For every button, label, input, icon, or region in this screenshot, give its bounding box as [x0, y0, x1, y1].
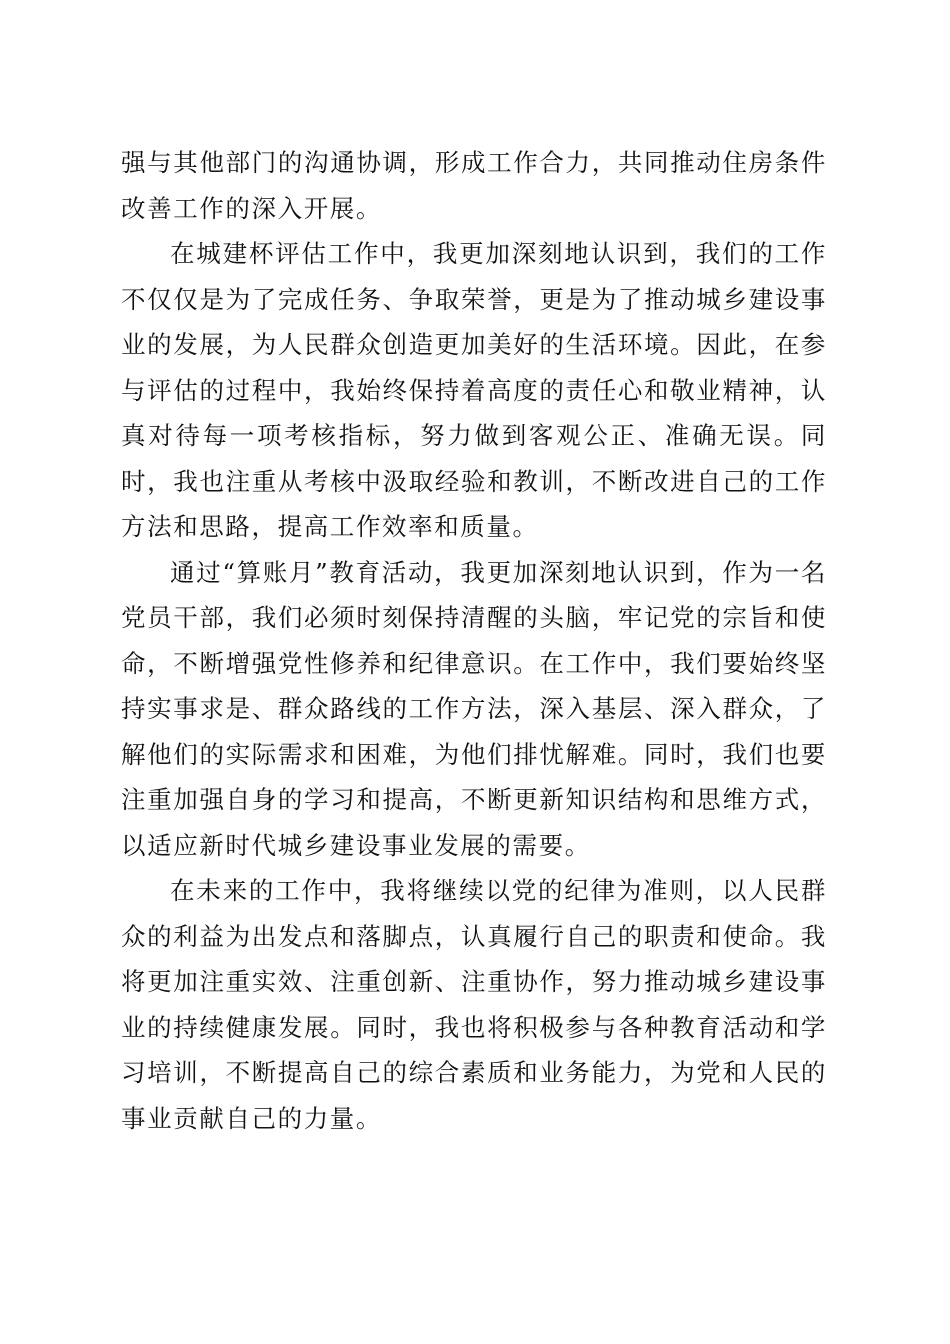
paragraph-evaluation-work: 在城建杯评估工作中，我更加深刻地认识到，我们的工作不仅仅是为了完成任务、争取荣誉，更是为了推动城乡建设事业的发展，为人民群众创造更加美好的生活环境。因此，在参与评估的过程中，我始终保持着高度的责任心和敬业精神，认真对待每一项考核指标，努力做到客观公正、准确无误。同时，我也注重从考核中汲取经验和教训，不断改进自己的工作方法和思路，提高工作效率和质量。: [121, 239, 827, 541]
paragraph-education-activity: 通过“算账月”教育活动，我更加深刻地认识到，作为一名党员干部，我们必须时刻保持清醒的头脑，牢记党的宗旨和使命，不断增强党性修养和纪律意识。在工作中，我们要始终坚持实事求是、群众路线的工作方法，深入基层、深入群众，了解他们的实际需求和困难，为他们排忧解难。同时，我们也要注重加强自身的学习和提高，不断更新知识结构和思维方式，以适应新时代城乡建设事业发展的需要。: [121, 557, 827, 860]
document-body: [121, 140, 827, 1141]
paragraph-future-work: 在未来的工作中，我将继续以党的纪律为准则，以人民群众的利益为出发点和落脚点，认真履行自己的职责和使命。我将更加注重实效、注重创新、注重协作，努力推动城乡建设事业的持续健康发展。同时，我也将积极参与各种教育活动和学习培训，不断提高自己的综合素质和业务能力，为党和人民的事业贡献自己的力量。: [121, 876, 827, 1133]
paragraph-continuation: 强与其他部门的沟通协调，形成工作合力，共同推动住房条件改善工作的深入开展。: [121, 148, 827, 223]
